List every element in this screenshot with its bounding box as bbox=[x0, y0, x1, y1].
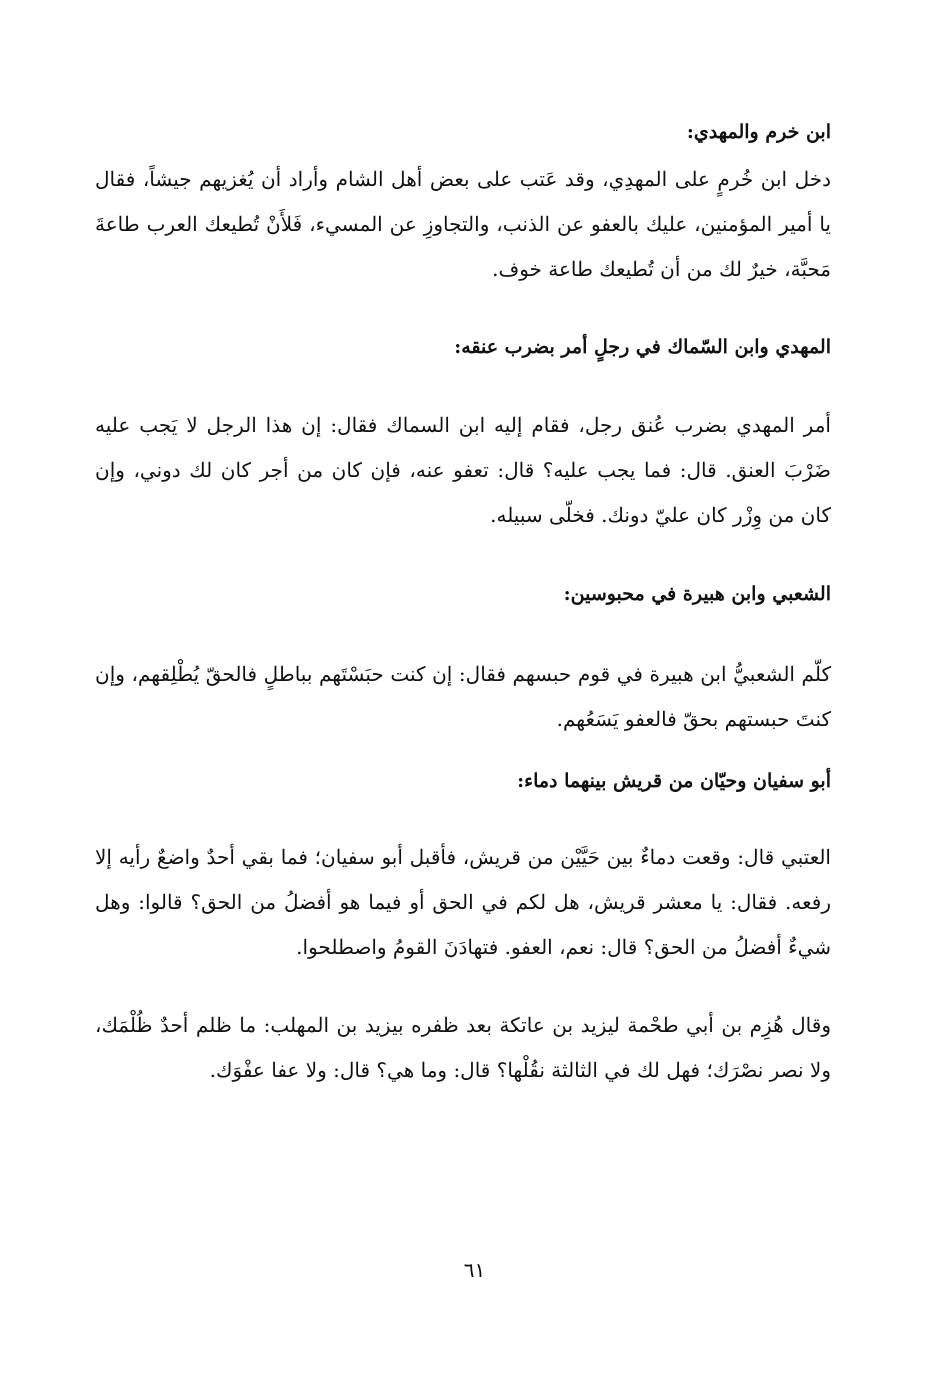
paragraph-huzim: وقال هُزِم بن أبي طحْمة ليزيد بن عاتكة بعد ظفره بيزيد بن المهلب: ما ظلم أحدٌ ظُلْمَك، ولا نصر نصْرَك؛ فهل لك في الثالثة نقُلْها؟ قال: وما هي؟ قال: ولا عفا عفْوَك. bbox=[95, 1013, 831, 1082]
section-heading-ibn-al-sammak: المهدي وابن السّماك في رجلٍ أمر بضرب عنقه: bbox=[454, 336, 831, 358]
paragraph-al-shabi: كلّم الشعبيُّ ابن هبيرة في قوم حبسهم فقال: إن كنت حبَسْتَهم بباطلٍ فالحقّ يُطْلِقهم، وإن كنتَ حبستهم بحقّ فالعفو يَسَعُهم. bbox=[95, 662, 831, 731]
section-heading-al-shabi: الشعبي وابن هبيرة في محبوسين: bbox=[563, 583, 831, 605]
section-heading-ibn-khurm: ابن خرم والمهدي: bbox=[686, 121, 831, 143]
section-heading-abu-sufyan: أبو سفيان وحيّان من قريش بينهما دماء: bbox=[517, 770, 831, 792]
page-number: ٦١ bbox=[463, 1258, 486, 1282]
paragraph-ibn-al-sammak: أمر المهدي بضرب عُنق رجل، فقام إليه ابن السماك فقال: إن هذا الرجل لا يَجب عليه ضَرْبَ العنق. قال: فما يجب عليه؟ قال: تعفو عنه، فإن كان من أجر كان لك دوني، وإن كان من وِزْر كان عليّ دونك. فخلّى سبيله. bbox=[95, 413, 831, 527]
page-content bbox=[95, 110, 831, 1093]
paragraph-abu-sufyan: العتبي قال: وقعت دماءٌ بين حَيَّيْن من قريش، فأقبل أبو سفيان؛ فما بقي أحدٌ واضعٌ رأيه إلا رفعه. فقال: يا معشر قريش، هل لكم في الحق أو فيما هو أفضلُ من الحق؟ قالوا: وهل شيءٌ أفضلُ من الحق؟ قال: نعم، العفو. فتهادَنَ القومُ واصطلحوا. bbox=[95, 845, 831, 959]
paragraph-ibn-khurm: دخل ابن خُرمٍ على المهدِي، وقد عَتب على بعض أهل الشام وأراد أن يُغزيهم جيشاً، فقال يا أمير المؤمنين، عليك بالعفو عن الذنب، والتجاوزِ عن المسيء، فَلأَنْ تُطيعك العرب طاعةَ مَحبَّة، خيرٌ لك من أن تُطيعك طاعة خوف. bbox=[95, 167, 832, 281]
